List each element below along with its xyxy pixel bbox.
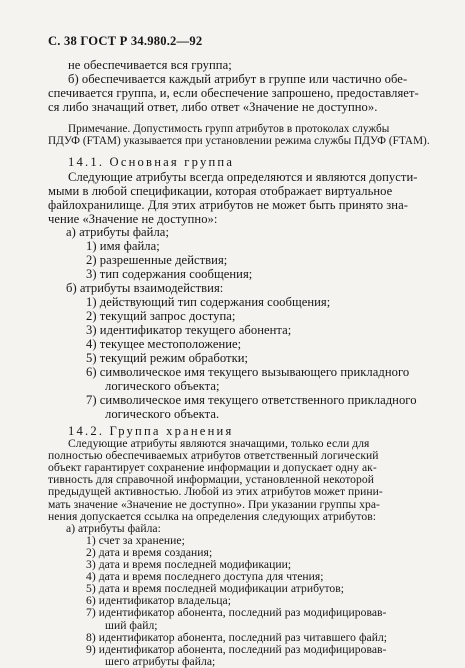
list-item: 7) идентификатор абонента, последний раз модифицировав-	[86, 606, 387, 620]
text-line: тивность для справочной информации, установленной некоторой	[48, 473, 374, 487]
text-line: файлохранилище. Для этих атрибутов не может быть принято зна-	[48, 198, 408, 212]
section-heading: 14.1. Основная группа	[68, 155, 235, 169]
list-item: 1) счет за хранение;	[86, 533, 185, 547]
list-item: 1) действующий тип содержания сообщения;	[86, 295, 331, 309]
list-item: 8) идентификатор абонента, последний раз читавшего файл;	[86, 630, 388, 644]
list-item: б) атрибуты взаимодействия:	[66, 281, 224, 295]
page-header: С. 38 ГОСТ Р 34.980.2—92	[48, 34, 203, 48]
list-item: 9) идентификатор абонента, последний раз модифицировав-	[86, 642, 387, 656]
text-line: мать значение «Значение не доступно». При указании группы хра-	[48, 497, 380, 511]
list-item-continuation: ший файл;	[105, 618, 158, 632]
text-line: Следующие атрибуты всегда определяются и являются допусти-	[68, 170, 418, 184]
list-item-continuation: шего атрибуты файла;	[105, 654, 216, 668]
text-line: спечивается группа, и, если обеспечение запрошено, предоставляет-	[48, 86, 419, 100]
list-item: а) атрибуты файла:	[66, 521, 161, 535]
text-line: б) обеспечивается каждый атрибут в группе или частично обе-	[68, 72, 408, 86]
section-heading: 14.2. Группа хранения	[68, 424, 234, 438]
list-item: 2) дата и время создания;	[86, 545, 213, 559]
list-item: а) атрибуты файла;	[66, 225, 169, 239]
note-line: ПДУФ (FTAM) указывается при установлении режима службы ПДУФ (FTAM).	[48, 135, 430, 147]
text-line: полностью обеспечиваемых атрибутов ответственный логический	[48, 449, 379, 463]
text-line: нения допускается ссылка на определения следующих атрибутов:	[48, 509, 377, 523]
list-item: 3) тип содержания сообщения;	[86, 267, 253, 281]
text-line: Следующие атрибуты являются значащими, только если для	[68, 437, 370, 450]
list-item: 2) разрешенные действия;	[86, 253, 228, 267]
list-item: 6) идентификатор владельца;	[86, 594, 231, 608]
text-line: чение «Значение не доступно»:	[48, 212, 218, 226]
list-item-continuation: логического объекта.	[105, 407, 220, 421]
text-line: ся либо значащий ответ, либо ответ «Значение не доступно».	[48, 100, 378, 114]
list-item: 4) текущее местоположение;	[86, 337, 242, 351]
list-item: 3) идентификатор текущего абонента;	[86, 323, 292, 337]
list-item: 2) текущий запрос доступа;	[86, 309, 236, 323]
text-line: объект гарантирует сохранение информации и допускает одну ак-	[48, 461, 377, 475]
list-item: 6) символическое имя текущего вызывающего прикладного	[86, 365, 410, 379]
list-item: 1) имя файла;	[86, 239, 160, 253]
list-item: 7) символическое имя текущего ответственного прикладного	[86, 393, 417, 407]
list-item: 5) дата и время последней модификации атрибутов;	[86, 582, 345, 596]
list-item: 3) дата и время последней модификации;	[86, 558, 292, 571]
text-line: предыдущей активностью. Любой из этих атрибутов может прини-	[48, 485, 383, 499]
text-line: не обеспечивается вся группа;	[68, 58, 232, 72]
list-item: 4) дата и время последнего доступа для чтения;	[86, 570, 324, 584]
note-line: Примечание. Допустимость групп атрибутов в протоколах службы	[68, 123, 390, 135]
text-line: мыми в любой спецификации, которая отображает виртуальное	[48, 184, 393, 198]
list-item-continuation: логического объекта;	[105, 379, 220, 393]
list-item: 5) текущий режим обработки;	[86, 351, 249, 365]
